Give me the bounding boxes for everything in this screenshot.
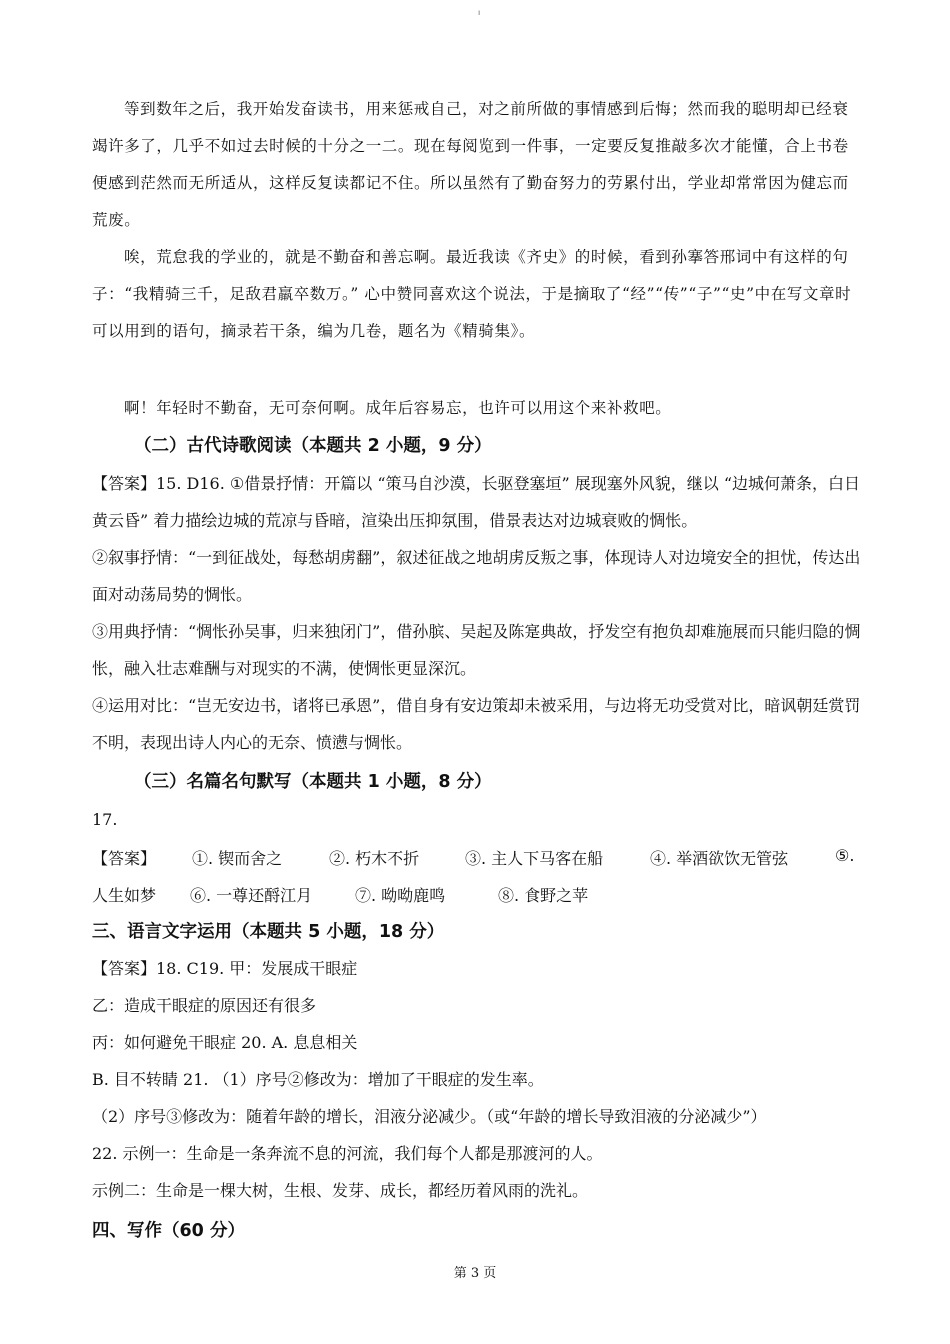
recitation-answer-label: 【答案】 [92,849,157,868]
language-answer-line: 丙：如何避免干眼症 20. A. 息息相关 [92,1033,358,1052]
translation-paragraph-2: 唉，荒怠我的学业的，就是不勤奋和善忘啊。最近我读《齐史》的时候，看到孙搴答邢词中有这样的句子：“我精骑三千，足敌君羸卒数万。” 心中赞同喜欢这个说法，于是摘取了“经”“传”“子”“史”中在写文章时可以用到的语句，摘录若干条，编为几卷，题名为《精骑集》。 [92,248,852,340]
recitation-answer-item: ①. 锲而舍之 [192,849,283,868]
translation-block [92,91,862,350]
question-17-number: 17. [92,810,118,829]
language-answer-line: 【答案】18. C19. 甲：发展成干眼症 [92,959,358,978]
language-answer-line: 乙：造成干眼症的原因还有很多 [92,996,317,1015]
language-answer-line: 示例二：生命是一棵大树，生根、发芽、成长，都经历着风雨的洗礼。 [92,1181,589,1200]
language-answer-line: 22. 示例一：生命是一条奔流不息的河流，我们每个人都是那渡河的人。 [92,1144,603,1163]
page-top-marker: ı [478,8,481,17]
recitation-answer-item: ④. 举酒欲饮无管弦 [650,849,789,868]
poetry-answer-line-4: ④运用对比：“岂无安边书，诸将已承恩”，借自身有安边策却未被采用，与边将无功受赏对比，暗讽朝廷赏罚不明，表现出诗人内心的无奈、愤懑与惆怅。 [92,696,861,752]
language-answer-line: （2）序号③修改为：随着年龄的增长，泪液分泌减少。（或“年龄的增长导致泪液的分泌减少”） [92,1107,767,1126]
recitation-answer-item: ⑥. 一尊还酹江月 [190,886,313,905]
page-number: 第 3 页 [453,1266,497,1281]
recitation-answer-item: 人生如梦 [92,886,157,905]
recitation-answer-item: ⑤. [835,846,855,865]
language-answer-line: B. 目不转睛 21. （1）序号②修改为：增加了干眼症的发生率。 [92,1070,544,1089]
translation-paragraph-1: 等到数年之后，我开始发奋读书，用来惩戒自己，对之前所做的事情感到后悔；然而我的聪明却已经衰竭许多了，几乎不如过去时候的十分之一二。现在每阅览到一件事，一定要反复推敲多次才能懂，合上书卷便感到茫然而无所适从，这样反复读都记不住。所以虽然有了勤奋努力的劳累付出，学业却常常因为健忘而荒废。 [92,100,849,229]
recitation-section-heading: （三）名篇名句默写（本题共 1 小题，8 分） [134,772,492,792]
recitation-answer-item: ②. 朽木不折 [329,849,420,868]
writing-section-heading: 四、写作（60 分） [92,1221,245,1241]
recitation-answer-item: ⑧. 食野之苹 [498,886,589,905]
poetry-answer-line-3: ③用典抒情：“惆怅孙吴事，归来独闭门”，借孙膑、吴起及陈寔典故，抒发空有抱负却难施展而只能归隐的惆怅，融入壮志难酬与对现实的不满，使惆怅更显深沉。 [92,622,861,678]
poetry-answer-line-1: 【答案】15. D16. ①借景抒情：开篇以 “策马自沙漠，长驱登塞垣” 展现塞外风貌，继以 “边城何萧条，白日黄云昏” 着力描绘边城的荒凉与昏暗，渲染出压抑氛围，借景表达对边城衰败的惆怅。 [92,474,861,530]
language-section-heading: 三、语言文字运用（本题共 5 小题，18 分） [92,922,445,942]
poetry-answer-block [92,465,862,761]
poetry-section-heading: （二）古代诗歌阅读（本题共 2 小题，9 分） [134,436,492,456]
recitation-answer-row-1 [92,846,862,870]
poetry-answer-line-2: ②叙事抒情：“一到征战处，每愁胡虏翻”，叙述征战之地胡虏反叛之事，体现诗人对边境安全的担忧，传达出面对动荡局势的惆怅。 [92,548,861,604]
recitation-answer-item: ⑦. 呦呦鹿鸣 [355,886,446,905]
recitation-answer-item: ③. 主人下马客在船 [465,849,604,868]
language-answer-block [92,950,862,1209]
translation-paragraph-3: 啊！年轻时不勤奋，无可奈何啊。成年后容易忘，也许可以用这个来补救吧。 [124,399,672,417]
recitation-answer-row-2 [92,883,862,907]
